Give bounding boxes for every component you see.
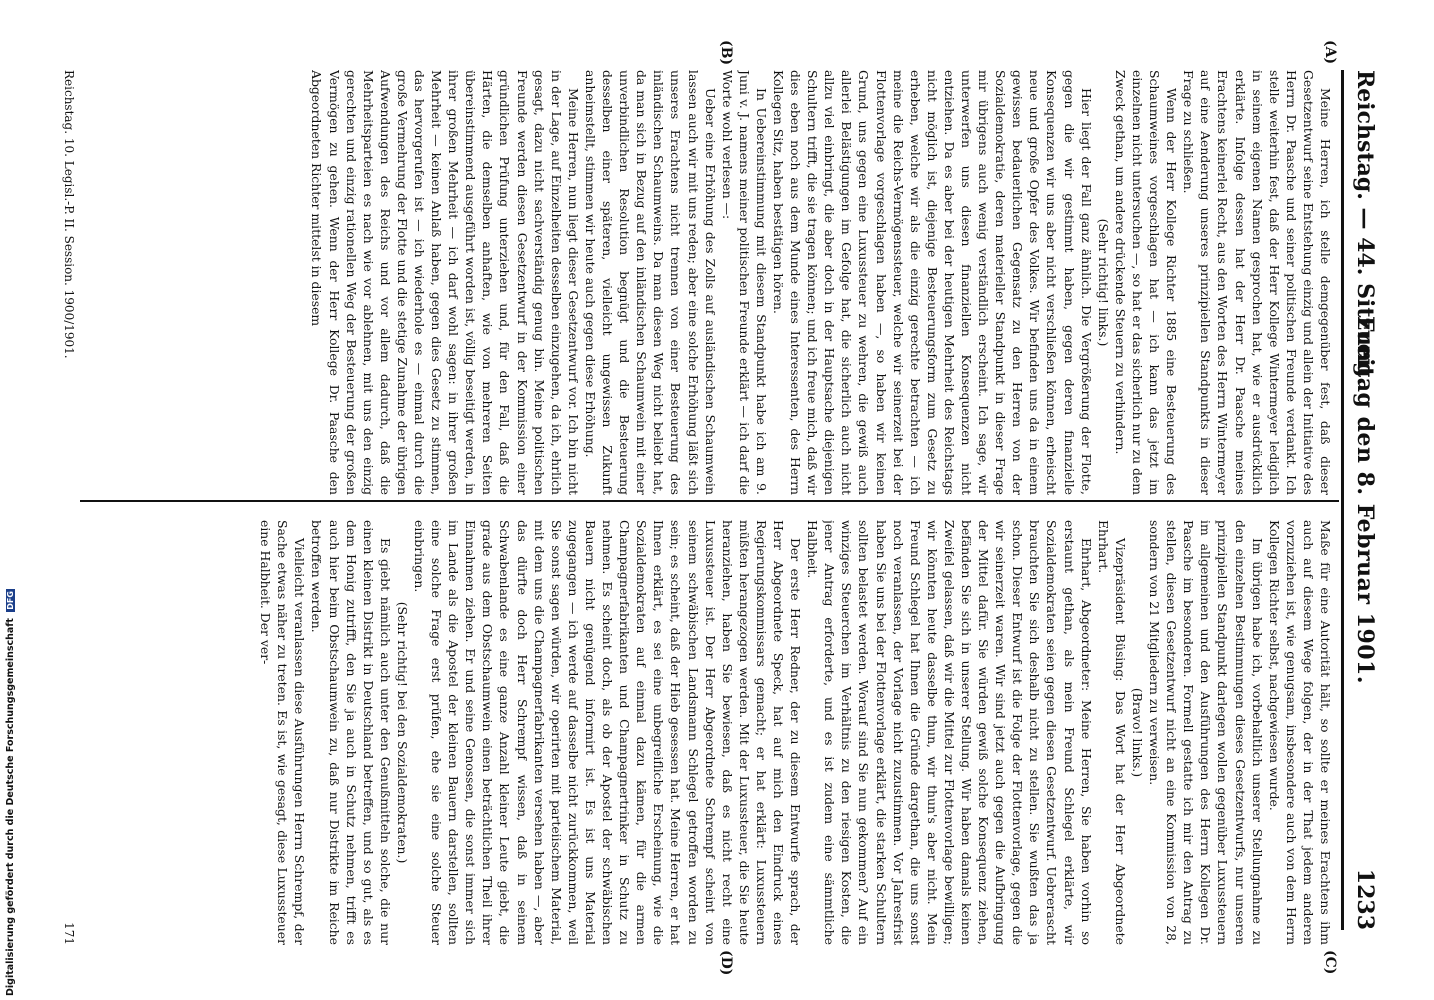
margin-mark-c: (C) bbox=[1322, 950, 1338, 975]
header-rule bbox=[1341, 70, 1344, 930]
paragraph: Der erste Herr Redner, der zu diesem Entwurfe sprach, der Herr Abgeordnete Speck, hat auf mich den Eindruck eines Regierungskommissars gemacht; er hat erklärt: Luxussteuern müßten herangezogen werden. Mit der Luxussteuer, die Sie heute heranziehen, haben Sie bewiesen, daß es nicht recht eine Luxussteuer ist. Der Herr Abgeordnete Schrempf scheint von seinem schwäbischen Landsmann Schlegel getroffen worden zu sein; es scheint, daß der Hieb gesessen hat. Meine Herren, er hat Ihnen erklärt, es sei eine unbegreifliche Erscheinung, wie die Sozialdemokraten auf einmal dazu kämen, für die armen Champagnerfabrikanten und Champagnertrinker in Schutz zu nehmen. Es scheint doch, als ob der Apostel der schwäbischen Bauern nicht genügend informirt ist. Es ist uns Material zugegangen — ich werde auf dasselbe nicht zurückkommen, weil Sie sonst sagen würden, wir operirten mit parteiischem Material, mit dem uns die Champagnerfabrikanten versehen haben —, aber das dürfte doch Herr Schrempf wissen, daß in seinem Schwabenlande es eine ganze Anzahl kleiner Leute giebt, die grade aus dem Obstschaumwein einen beträchtlichen Theil ihrer Einnahmen ziehen. Er und seine Genossen, die sonst immer sich im Lande als die Apostel der kleinen Bauern darstellen, sollten eine solche Frage erst prüfen, ehe sie eine solche Steuer einbringen. bbox=[412, 520, 804, 945]
paragraph: Hier liegt der Fall ganz ähnlich. Die Vergrößerung der Flotte, gegen die wir gestimmt haben, gegen deren finanzielle Konsequenzen wir uns aber nicht verschließen können, erheischt neue und große Opfer des Volkes. Wir befinden uns da in einem gewissen bedauerlichen Gegensatz zu den Herren von der Sozialdemokratie, deren materieller Standpunkt in dieser Frage mir übrigens auch wenig verständlich erscheint. Ich sage, wir unterwerfen uns diesen finanziellen Konsequenzen nicht entziehen. Da es aber bei der heutigen Mehrheit des Reichstags nicht möglich ist, diejenige Besteuerungsform zum Gesetz zu erheben, welche wir als die einzig gerechte betrachten — ich meine die Reichs-Vermögenssteuer, welche wir seinerzeit bei der Flottenvorlage vorgeschlagen haben —, so haben wir keinen Grund, uns gegen eine Luxussteuer zu wehren, die gewiß auch allerlei Belästigungen im Gefolge hat, die sicherlich auch nicht allzu viel einbringt, die aber doch in der Hauptsache diejenigen Schultern trifft, die sie tragen können; und ich freue mich, daß wir dies eben noch aus dem Munde eines Interessenten, des Herrn Kollegen Sitz, haben bestätigen hören. bbox=[771, 70, 1094, 495]
page-header bbox=[1346, 70, 1386, 930]
page-number: 1233 bbox=[1352, 868, 1378, 930]
paragraph: Meine Herren, nun liegt dieser Gesetzentwurf vor. Ich bin nicht in der Lage, auf Einzelheiten desselben einzugehen, da ich, ehrlich gesagt, dazu nicht sachverständig genug bin. Meine politischen Freunde werden diesen Gesetzentwurf in der Kommission einer gründlichen Prüfung unterziehen und, für den Fall, daß die Härten, die demselben anhaften, wie von mehreren Seiten übereinstimmend ausgeführt worden ist, völlig beseitigt werden, in ihrer großen Mehrheit — ich darf wohl sagen: in ihrer großen Mehrheit — keinen Anlaß haben, gegen dies Gesetz zu stimmen, das hervorgerufen ist — ich wiederhole es — einmal durch die große Vermehrung der Flotte und die stetige Zunahme der übrigen Aufwendungen des Reichs und vor allem dadurch, daß die Mehrheitsparteien es nach wie vor ablehnen, mit uns den einzig gerechten und einzig rationellen Weg der Besteuerung der großen Vermögen zu gehen. Wenn der Herr Kollege Dr. Paasche den Abgeordneten Richter mittelst in diesem bbox=[309, 70, 581, 495]
dfg-logo: DFG bbox=[6, 591, 15, 610]
paragraph: Meine Herren, ich stelle demgegenüber fest, daß dieser Gesetzentwurf seine Entstehung einzig und allein der Initiative des Herrn Dr. Paasche und seiner politischen Freunde verdankt. Ich stelle weiterhin fest, daß der Herr Kollege Wintermeyer lediglich in seinem eigenen Namen gesprochen hat, wie er ausdrücklich erklärte. Infolge dessen hat der Herr Dr. Paasche meines Erachtens keinerlei Recht, aus den Worten des Herrn Wintermeyer auf eine Aenderung unseres prinzipiellen Standpunkts in dieser Frage zu schließen. bbox=[1181, 70, 1333, 495]
margin-mark-d: (D) bbox=[718, 950, 734, 976]
interjection: (Sehr richtig! bei den Sozialdemokraten.) bbox=[394, 601, 410, 864]
president-line: Vizepräsident Büsing: Das Wort hat der Herr Abgeordnete Ehrhart. bbox=[1095, 520, 1128, 945]
paragraph: In Uebereinstimmung mit diesem Standpunkt habe ich am 9. Juni v. J. namens meiner politischen Freunde erklärt — ich darf die Worte wohl verlesen —: bbox=[719, 70, 769, 495]
footer-page-number: 171 bbox=[62, 922, 76, 945]
paragraph: Maße für eine Autorität hält, so sollte er meines Erachtens ihm auch auf diesem Wege folgen, der in der That jedem anderen vorzuziehen ist, wie genugsam, insbesondere auch von dem Herrn Kollegen Richter selbst, nachgewiesen wurde. bbox=[1266, 520, 1333, 945]
margin-mark-a: (A) bbox=[1322, 40, 1338, 65]
interjection: (Sehr richtig! links.) bbox=[1095, 218, 1111, 347]
paragraph: Es giebt nämlich auch unter den Genußmitteln solche, die nur einen kleinen Distrikt in Deutschland betreffen, und so gut, als es dem Honig zutrifft, den Sie ja auch in Schutz nehmen, trifft es auch hier beim Obstschaumwein zu, daß nur Distrikte im Reiche betroffen werden. bbox=[309, 520, 393, 945]
digitization-credit bbox=[0, 0, 16, 1000]
quotation: Ueber eine Erhöhung des Zolls auf ausländischen Schaumwein lassen auch wir mit uns reden; aber eine solche Erhöhung läßt sich unseres Erachtens nicht trennen von einer Besteuerung des inländischen Schaumweins. Da man diesen Weg nicht beliebt hat, da man sich in Bezug auf den inländischen Schaumwein mit einer unverbindlichen Resolution begnügt und die Besteuerung desselben einer späteren, vielleicht ungewissen Zukunft anheimstellt, stimmen wir heute auch gegen diese Erhöhung. bbox=[582, 70, 718, 495]
header-date: Freitag den 8. Februar 1901. bbox=[1352, 315, 1378, 685]
footer-session: Reichstag. 10. Legisl.-P. II. Session. 1900/1901. bbox=[62, 70, 76, 359]
margin-mark-b: (B) bbox=[718, 40, 734, 66]
right-column bbox=[174, 520, 1334, 945]
credit-text: Digitalisierung gefördert durch die Deutsche Forschungsgemeinschaft bbox=[5, 618, 16, 996]
header-left: Reichstag. — 44. Sitzung. bbox=[1352, 70, 1378, 386]
column-divider bbox=[80, 500, 1339, 502]
interjection: (Bravo! links.) bbox=[1129, 687, 1145, 778]
speaker-paragraph: Ehrhart, Abgeordneter: Meine Herren, Sie haben vorhin so erstaunt gethan, als mein Freund Schlegel erklärte, wir Sozialdemokraten seien gegen diesen Gesetzentwurf. Uebrerascht brauchten Sie sich deshalb nicht zu stellen. Sie wußten das ja schon. Dieser Entwurf ist die Folge der Flottenvorlage, gegen die wir seinerzeit waren. Wir sind jetzt auch gegen die Aufbringung der Mittel dafür. Sie würden gewiß solche Konsequenz ziehen, befänden Sie sich in unserer Stellung. Wir haben damals keinen Zweifel gelassen, daß wir die Mittel zur Flottenvorlage bewilligen; wir könnten heute dasselbe thun, wir thun's aber nicht. Mein Freund Schlegel hat Ihnen die Gründe dargethan, die uns sonst noch veranlassen, der Vorlage nicht zuzustimmen. Vor Jahresfrist haben Sie uns bei der Flottenvorlage erklärt, die starken Schultern sollten belastet werden. Worauf sind Sie nun gekommen? Auf ein winziges Steuerchen im Verhältnis zu den riesigen Kosten, die jener Antrag erforderte, und es ist zudem eine sämmtliche Halbheit. bbox=[805, 520, 1094, 945]
paragraph: Vielleicht veranlassen diese Ausführungen Herrn Schrempf, der Sache etwas näher zu treten. Es ist, wie gesagt, diese Luxussteuer eine Halbheit. Der ver- bbox=[258, 520, 308, 945]
left-column bbox=[84, 70, 1334, 495]
paragraph: Wenn der Herr Kollege Richter 1885 eine Besteuerung des Schaumweines vorgeschlagen hat — ich kann das jetzt im einzelnen nicht untersuchen —, so hat er das sicherlich nur zu dem Zweck gethan, um andere drückende Steuern zu verhindern. bbox=[1112, 70, 1180, 495]
paragraph: Im übrigen habe ich, vorbehaltlich unserer Stellungnahme zu den einzelnen Bestimmungen dieses Gesetzentwurfs, nur unseren prinzipiellen Standpunkt darlegen wollen gegenüber Luxussteuern im allgemeinen und den Ausführungen des Herrn Kollegen Dr. Paasche im besonderen. Formell gestatte ich mir den Antrag zu stellen, diesen Gesetzentwurf nicht an eine Kommission von 28, sondern von 21 Mitgliedern zu verweisen. bbox=[1147, 520, 1265, 945]
